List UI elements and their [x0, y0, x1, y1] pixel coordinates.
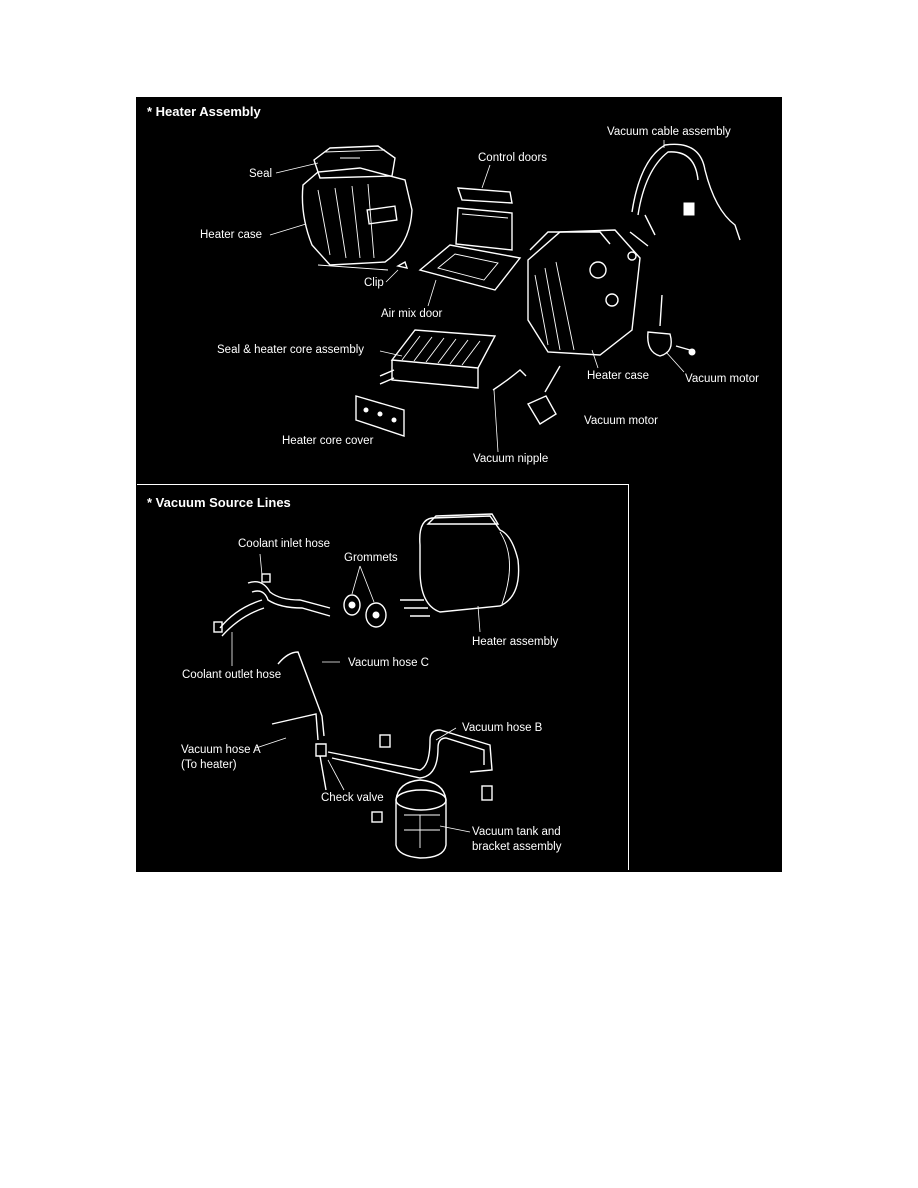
label-vacuum-tank: Vacuum tank and	[472, 826, 561, 838]
leader-check-valve	[328, 760, 344, 790]
heater-assembly-title: * Heater Assembly	[147, 104, 261, 119]
leader-vacuum-nipple	[494, 390, 498, 452]
label-vacuum-hose-a-note: (To heater)	[181, 759, 237, 771]
leader-vacuum-motor-right	[666, 352, 684, 372]
label-seal: Seal	[249, 168, 273, 180]
leader-heater-case-left	[270, 224, 306, 235]
label-grommets: Grommets	[344, 552, 398, 564]
label-vacuum-hose-b: Vacuum hose B	[462, 722, 543, 734]
vacuum-hoses-drawing	[272, 652, 492, 790]
heater-assembly-drawing	[400, 514, 519, 616]
heater-case-right-drawing	[528, 230, 640, 355]
clip-drawing	[398, 262, 407, 268]
label-vacuum-motor-right: Vacuum motor	[685, 373, 759, 385]
label-air-mix-door: Air mix door	[381, 308, 443, 320]
control-doors-drawing	[456, 188, 512, 250]
heater-case-left-drawing	[302, 146, 412, 270]
label-vacuum-hose-c: Vacuum hose C	[348, 657, 429, 669]
label-seal-heater-core-assembly: Seal & heater core assembly	[217, 344, 365, 356]
label-vacuum-cable-assembly: Vacuum cable assembly	[607, 126, 731, 138]
label-vacuum-hose-a: Vacuum hose A	[181, 744, 261, 756]
leader-heater-case-right	[592, 350, 598, 368]
label-coolant-inlet-hose: Coolant inlet hose	[238, 538, 331, 550]
heater-core-drawing	[380, 330, 495, 388]
leader-heater-assembly	[478, 606, 480, 632]
vacuum-cable-drawing	[630, 144, 740, 246]
leader-clip	[386, 270, 398, 282]
vacuum-tank-drawing	[396, 780, 446, 858]
label-vacuum-motor-lower: Vacuum motor	[584, 415, 658, 427]
label-check-valve: Check valve	[321, 792, 384, 804]
label-coolant-outlet-hose: Coolant outlet hose	[182, 669, 282, 681]
label-control-doors: Control doors	[478, 152, 548, 164]
hose-clip-right-drawing	[482, 786, 492, 800]
vacuum-nipple-drawing	[493, 370, 526, 390]
label-clip: Clip	[364, 277, 384, 289]
grommets-drawing	[344, 595, 386, 627]
leader-vacuum-tank	[440, 826, 470, 832]
heater-core-cover-drawing	[356, 396, 404, 436]
leader-seal	[276, 163, 318, 173]
coolant-hoses-drawing	[214, 574, 330, 636]
bolt-drawing	[372, 812, 382, 822]
vacuum-motor-right-drawing	[648, 295, 695, 356]
label-heater-assembly: Heater assembly	[472, 636, 559, 648]
label-vacuum-nipple: Vacuum nipple	[473, 453, 549, 465]
vacuum-source-lines-title: * Vacuum Source Lines	[147, 495, 291, 510]
leader-coolant-inlet	[260, 554, 262, 575]
label-heater-case-right: Heater case	[587, 370, 650, 382]
label-vacuum-tank-bracket: bracket assembly	[472, 841, 562, 853]
label-heater-core-cover: Heater core cover	[282, 435, 374, 447]
label-heater-case-left: Heater case	[200, 229, 263, 241]
vacuum-motor-lower-drawing	[528, 366, 560, 424]
leader-control-doors	[482, 165, 490, 188]
hose-clip-drawing	[380, 735, 390, 747]
leader-air-mix-door	[428, 280, 436, 306]
